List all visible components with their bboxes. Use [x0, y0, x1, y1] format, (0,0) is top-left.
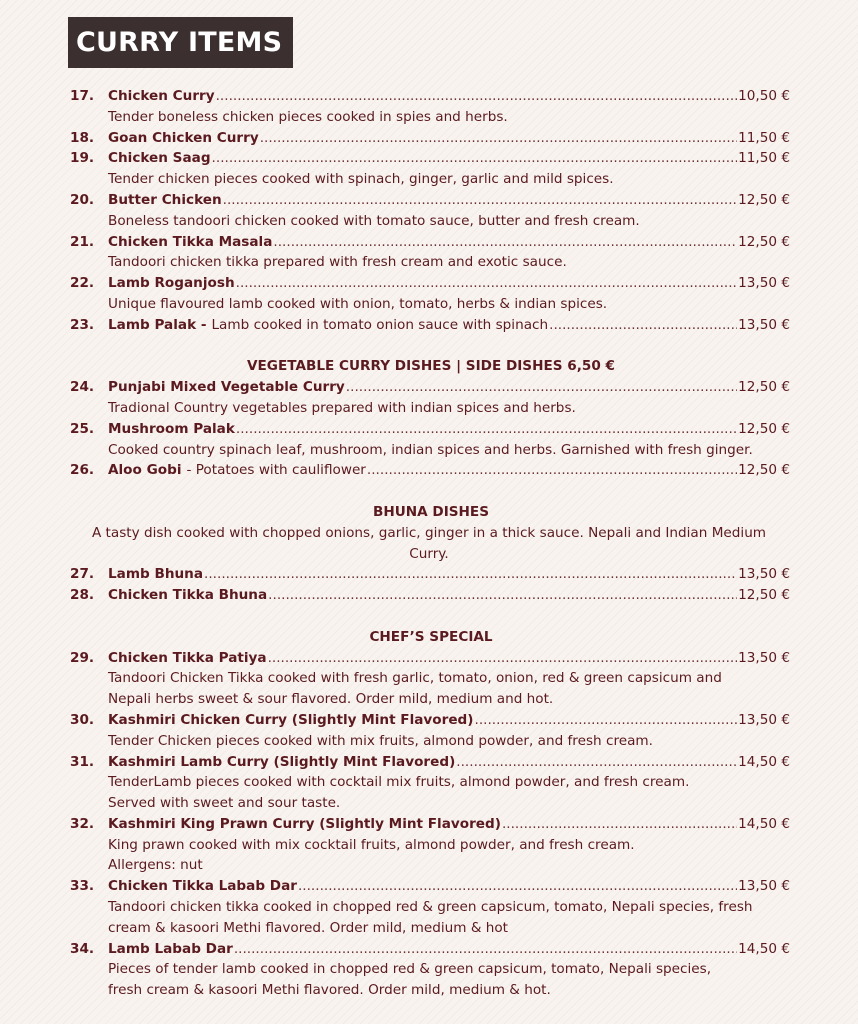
section-description: A tasty dish cooked with chopped onions, garlic, ginger in a thick sauce. Nepali and Indian Medium	[91, 524, 767, 541]
item-number: 25.	[70, 420, 95, 437]
item-price: 12,50 €	[738, 191, 790, 208]
menu-item	[70, 419, 790, 440]
item-description: King prawn cooked with mix cocktail fruits, almond powder, and fresh cream.	[108, 836, 635, 853]
section-description: Curry.	[409, 545, 449, 562]
dot-leader	[268, 648, 738, 669]
item-name: Chicken Tikka Bhuna	[108, 587, 268, 604]
item-inline-description: Lamb cooked in tomato onion sauce with spinach	[211, 316, 549, 333]
item-description: Served with sweet and sour taste.	[108, 795, 341, 812]
menu-item	[70, 876, 790, 897]
item-description: Tender Chicken pieces cooked with mix fruits, almond powder, and fresh cream.	[108, 732, 653, 749]
item-price: 13,50 €	[738, 316, 790, 333]
menu-item	[70, 148, 790, 169]
item-description: Tender chicken pieces cooked with spinach, ginger, garlic and mild spices.	[108, 171, 614, 188]
dot-leader	[223, 190, 737, 211]
item-name: Chicken Tikka Masala	[108, 233, 273, 250]
item-price: 12,50 €	[738, 587, 790, 604]
menu-item	[70, 460, 790, 481]
item-name: Aloo Gobi	[108, 462, 182, 479]
item-name: Chicken Tikka Labab Dar	[108, 878, 297, 895]
item-number: 26.	[70, 462, 95, 479]
item-inline-description: - Potatoes with cauliflower	[186, 462, 366, 479]
item-number: 23.	[70, 316, 95, 333]
item-name: Chicken Saag	[108, 150, 211, 167]
section-heading: CHEF’S SPECIAL	[369, 628, 493, 645]
menu-item	[70, 564, 790, 585]
item-name: Kashmiri Chicken Curry (Slightly Mint Flavored)	[108, 711, 474, 728]
item-number: 29.	[70, 649, 95, 666]
item-number: 30.	[70, 711, 95, 728]
item-number: 27.	[70, 566, 95, 583]
item-price: 10,50 €	[738, 88, 790, 104]
item-name: Chicken Curry	[108, 88, 215, 104]
item-description: Tender boneless chicken pieces cooked in spies and herbs.	[108, 108, 508, 125]
item-description: fresh cream & kasoori Methi flavored. Order mild, medium & hot.	[108, 982, 551, 999]
item-number: 34.	[70, 940, 95, 957]
item-number: 24.	[70, 379, 95, 396]
item-number: 28.	[70, 587, 95, 604]
item-number: 31.	[70, 753, 95, 770]
item-price: 12,50 €	[738, 420, 790, 437]
item-price: 14,50 €	[738, 815, 790, 832]
dot-leader	[298, 876, 737, 897]
menu-item	[70, 814, 790, 835]
menu-item	[70, 752, 790, 773]
menu-item	[70, 710, 790, 731]
item-price: 13,50 €	[738, 275, 790, 292]
menu-item	[70, 939, 790, 960]
item-number: 17.	[70, 88, 95, 104]
dot-leader	[456, 752, 737, 773]
item-price: 11,50 €	[738, 129, 790, 146]
item-price: 12,50 €	[738, 379, 790, 396]
item-number: 18.	[70, 129, 95, 146]
item-name: Kashmiri King Prawn Curry (Slightly Mint Flavored)	[108, 815, 501, 832]
item-description: TenderLamb pieces cooked with cocktail mix fruits, almond powder, and fresh cream.	[108, 774, 690, 791]
menu-item	[70, 377, 790, 398]
item-description: Tradional Country vegetables prepared with indian spices and herbs.	[108, 399, 576, 416]
menu-list	[0, 86, 858, 1001]
dot-leader	[502, 814, 737, 835]
item-name: Butter Chicken	[108, 191, 222, 208]
item-name: Punjabi Mixed Vegetable Curry	[108, 379, 345, 396]
dot-leader	[216, 86, 738, 107]
item-name: Chicken Tikka Patiya	[108, 649, 267, 666]
item-price: 14,50 €	[738, 940, 790, 957]
dot-leader	[236, 419, 737, 440]
section-heading: VEGETABLE CURRY DISHES | SIDE DISHES 6,50 €	[246, 358, 616, 375]
item-price: 13,50 €	[738, 878, 790, 895]
dot-leader	[234, 939, 737, 960]
item-price: 13,50 €	[738, 649, 790, 666]
menu-item	[70, 315, 790, 336]
dot-leader	[346, 377, 737, 398]
item-number: 33.	[70, 878, 95, 895]
dot-leader	[236, 273, 737, 294]
item-description: Tandoori chicken tikka prepared with fresh cream and exotic sauce.	[108, 254, 567, 271]
dot-leader	[367, 460, 737, 481]
menu-item	[70, 585, 790, 606]
menu-item	[70, 86, 790, 107]
item-name: Kashmiri Lamb Curry (Slightly Mint Flavored)	[108, 753, 456, 770]
item-price: 13,50 €	[738, 566, 790, 583]
item-description: Tandoori Chicken Tikka cooked with fresh garlic, tomato, onion, red & green capsicum and	[108, 670, 722, 687]
item-description: Cooked country spinach leaf, mushroom, indian spices and herbs. Garnished with fresh ginger.	[108, 441, 753, 458]
item-price: 12,50 €	[738, 462, 790, 479]
item-description: Boneless tandoori chicken cooked with tomato sauce, butter and fresh cream.	[108, 212, 640, 229]
page-title: CURRY ITEMS	[68, 17, 293, 68]
item-name: Lamb Roganjosh	[108, 275, 235, 292]
menu-item	[70, 190, 790, 211]
dot-leader	[273, 232, 737, 253]
item-number: 19.	[70, 150, 95, 167]
item-description: Pieces of tender lamb cooked in chopped red & green capsicum, tomato, Nepali species,	[108, 961, 712, 978]
dot-leader	[475, 710, 738, 731]
item-number: 22.	[70, 275, 95, 292]
item-number: 21.	[70, 233, 95, 250]
item-price: 11,50 €	[738, 150, 790, 167]
section-spacer	[0, 336, 858, 357]
dot-leader	[549, 315, 737, 336]
item-price: 13,50 €	[738, 711, 790, 728]
item-price: 12,50 €	[738, 233, 790, 250]
menu-item	[70, 273, 790, 294]
dot-leader	[268, 585, 737, 606]
item-price: 14,50 €	[738, 753, 790, 770]
menu-item	[70, 648, 790, 669]
section-heading: BHUNA DISHES	[373, 503, 489, 520]
item-number: 20.	[70, 191, 95, 208]
item-description: Tandoori chicken tikka cooked in chopped red & green capsicum, tomato, Nepali species, fresh	[108, 899, 753, 916]
item-description: Allergens: nut	[108, 857, 203, 874]
dot-leader	[212, 148, 738, 169]
item-name: Lamb Bhuna	[108, 566, 204, 583]
item-description: cream & kasoori Methi flavored. Order mild, medium & hot	[108, 919, 509, 936]
item-name: Lamb Palak -	[108, 316, 207, 333]
item-description: Unique flavoured lamb cooked with onion, tomato, herbs & indian spices.	[108, 295, 608, 312]
item-name: Goan Chicken Curry	[108, 129, 259, 146]
item-number: 32.	[70, 815, 95, 832]
dot-leader	[204, 564, 737, 585]
section-spacer	[0, 481, 858, 502]
section-spacer	[0, 606, 858, 627]
item-name: Mushroom Palak	[108, 420, 235, 437]
item-name: Lamb Labab Dar	[108, 940, 233, 957]
menu-item	[70, 232, 790, 253]
dot-leader	[260, 128, 737, 149]
item-description: Nepali herbs sweet & sour flavored. Order mild, medium and hot.	[108, 691, 554, 708]
menu-item	[70, 128, 790, 149]
